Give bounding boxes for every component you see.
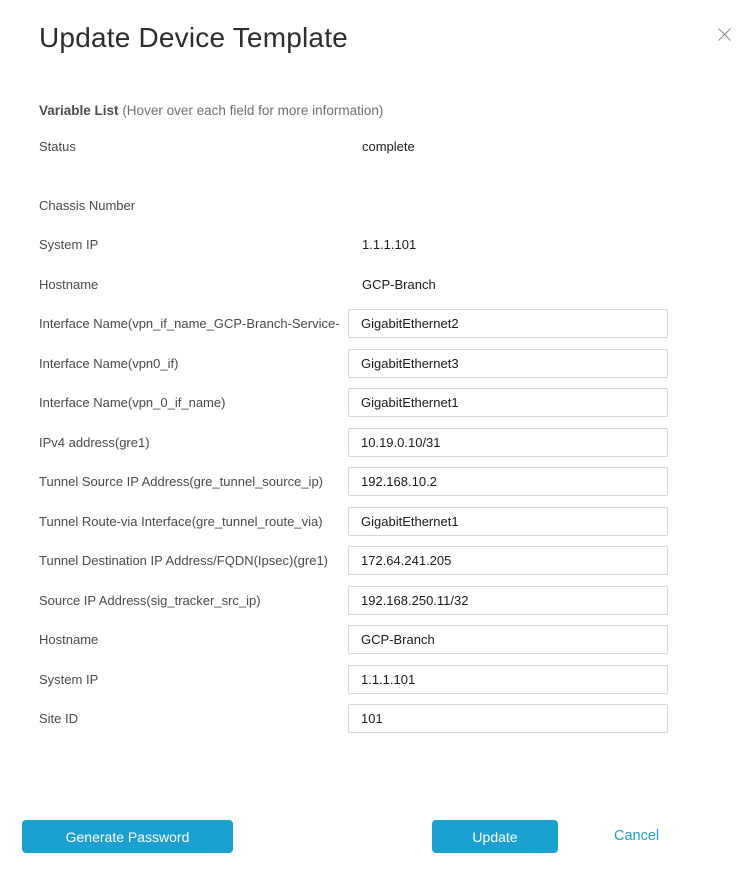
input-row [39, 428, 752, 457]
row-input[interactable] [348, 625, 668, 654]
input-row [39, 546, 752, 575]
variable-list-title: Variable List [39, 103, 119, 118]
input-row [39, 586, 752, 615]
row-input[interactable] [348, 428, 668, 457]
row-input[interactable] [348, 665, 668, 694]
row-gap [39, 172, 752, 191]
row-input[interactable] [348, 467, 668, 496]
row-input[interactable] [348, 546, 668, 575]
input-row [39, 388, 752, 417]
row-value: GCP-Branch [362, 276, 436, 292]
row-label: Tunnel Source IP Address(gre_tunnel_source_ip) [39, 474, 324, 489]
row-label: Site ID [39, 711, 79, 726]
input-row [39, 665, 752, 694]
row-label: System IP [39, 671, 99, 687]
static-row [39, 191, 752, 220]
row-input[interactable] [348, 586, 668, 615]
row-value: 1.1.1.101 [362, 237, 417, 252]
static-row [39, 230, 752, 259]
row-label: Source IP Address(sig_tracker_src_ip) [39, 592, 261, 608]
row-label: Status [39, 139, 76, 154]
row-label: Tunnel Route-via Interface(gre_tunnel_route_via) [39, 513, 323, 529]
row-label: Tunnel Destination IP Address/FQDN(Ipsec)(gre1) [39, 553, 329, 568]
row-input[interactable] [348, 309, 668, 338]
variable-rows [39, 132, 752, 733]
row-label: System IP [39, 237, 99, 252]
footer-actions [0, 820, 752, 853]
update-button[interactable]: Update [432, 820, 558, 853]
cancel-button[interactable]: Cancel [614, 820, 659, 853]
row-label: Chassis Number [39, 197, 136, 213]
update-device-template-dialog [0, 20, 752, 885]
row-label: Interface Name(vpn_if_name_GCP-Branch-Service- [39, 316, 340, 331]
page-title: Update Device Template [39, 22, 348, 53]
row-label: Hostname [39, 632, 99, 647]
variable-list-header [39, 103, 752, 119]
input-row [39, 467, 752, 496]
close-icon[interactable] [715, 25, 733, 43]
row-label: Interface Name(vpn_0_if_name) [39, 395, 226, 410]
input-row [39, 704, 752, 733]
row-input[interactable] [348, 507, 668, 536]
static-row [39, 270, 752, 299]
row-input[interactable] [348, 349, 668, 378]
row-label: IPv4 address(gre1) [39, 434, 150, 450]
input-row [39, 507, 752, 536]
row-label: Hostname [39, 276, 99, 292]
row-label: Interface Name(vpn0_if) [39, 355, 179, 371]
variable-list-hint: (Hover over each field for more information) [122, 103, 384, 118]
input-row [39, 309, 752, 338]
generate-password-button[interactable]: Generate Password [22, 820, 233, 853]
row-input[interactable] [348, 388, 668, 417]
input-row [39, 349, 752, 378]
input-row [39, 625, 752, 654]
row-input[interactable] [348, 704, 668, 733]
row-value: complete [362, 139, 415, 154]
static-row [39, 132, 752, 161]
